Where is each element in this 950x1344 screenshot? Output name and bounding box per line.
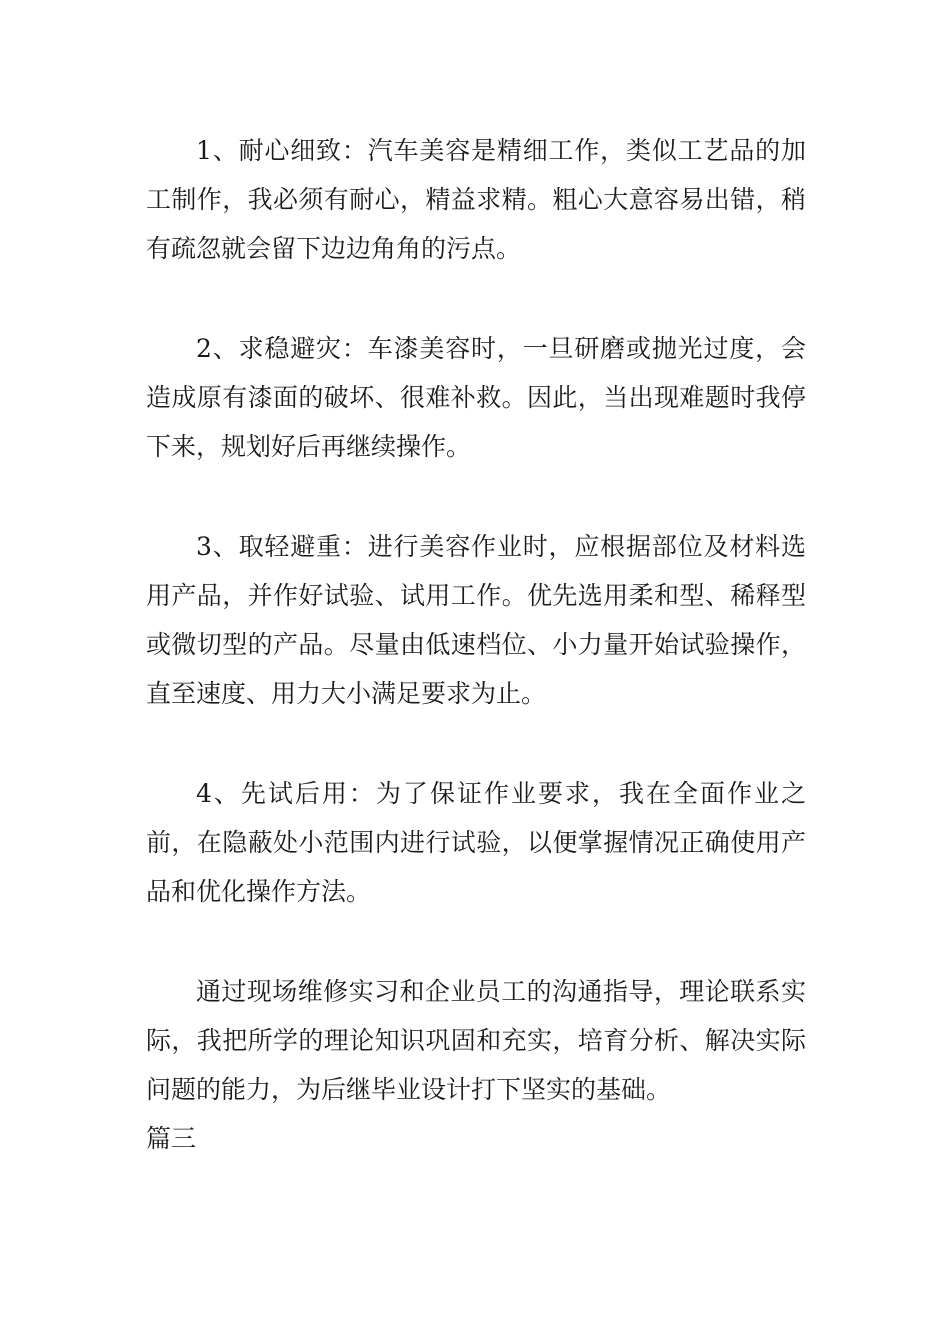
paragraph-summary: 通过现场维修实习和企业员工的沟通指导，理论联系实际，我把所学的理论知识巩固和充实，培育分析、解决实际问题的能力，为后继毕业设计打下坚实的基础。: [146, 977, 806, 1104]
paragraph-stability: 2、求稳避灾：车漆美容时，一旦研磨或抛光过度，会造成原有漆面的破坏、很难补救。因此，当出现难题时我停下来，规划好后再继续操作。: [146, 334, 806, 461]
paragraph-test-first: 4、先试后用：为了保证作业要求，我在全面作业之前，在隐蔽处小范围内进行试验，以便掌握情况正确使用产品和优化操作方法。: [146, 779, 806, 906]
paragraph-patience: 1、耐心细致：汽车美容是精细工作，类似工艺品的加工制作，我必须有耐心，精益求精。粗心大意容易出错，稍有疏忽就会留下边边角角的污点。: [146, 136, 806, 263]
document-body: [146, 126, 806, 1163]
paragraph-light-touch: 3、取轻避重：进行美容作业时，应根据部位及材料选用产品，并作好试验、试用工作。优先选用柔和型、稀释型或微切型的产品。尽量由低速档位、小力量开始试验操作，直至速度、用力大小满足要求为止。: [146, 532, 806, 708]
section-heading: 篇三: [146, 1124, 197, 1153]
